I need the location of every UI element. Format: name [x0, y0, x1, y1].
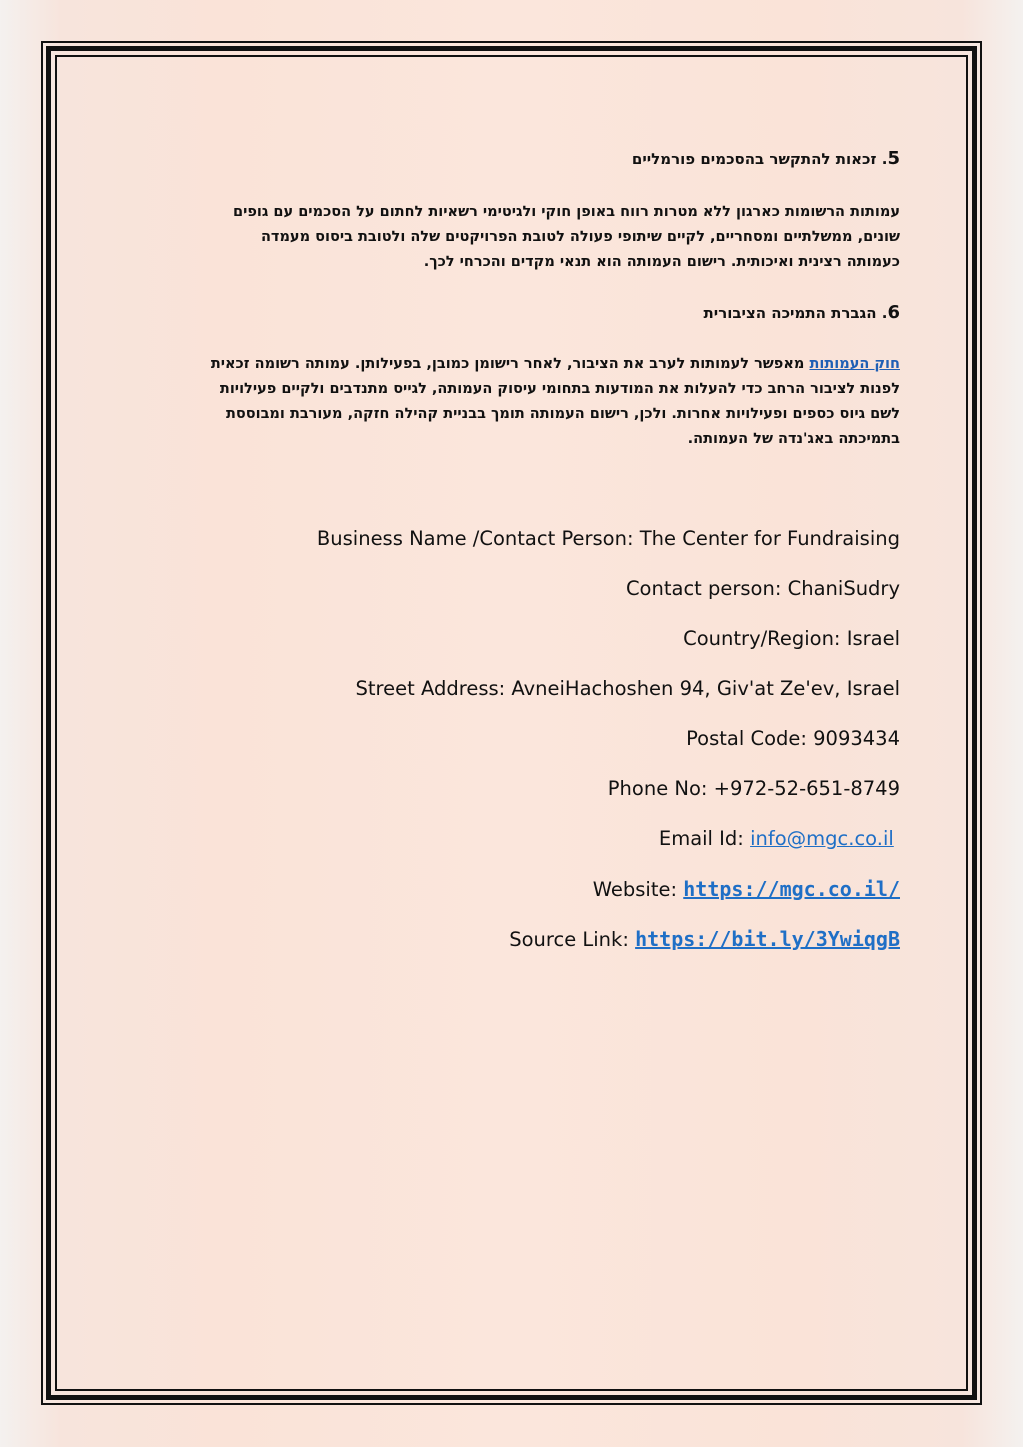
section-6 — [120, 300, 900, 326]
section-5-title: . זכאות להתקשר בהסכמים פורמליים — [631, 150, 888, 168]
paragraph-line: עמותות הרשומות כארגון ללא מטרות רווח באופן חוקי ולגיטימי רשאיות לחתום על הסכמים עם גופים — [233, 204, 900, 220]
section-6-heading — [120, 300, 900, 326]
source-label: Source Link: — [509, 928, 636, 951]
paragraph-line: לפנות לציבור הרחב כדי להעלות את המודעות בתחומי עיסוק העמותה, לגייס מתנדבים ולקיים פעילויות — [219, 381, 900, 397]
section-5-number: 5 — [887, 148, 900, 169]
contact-person: Contact person: ChaniSudry — [625, 577, 900, 600]
street-address: Street Address: AvneiHachoshen 94, Giv'at Ze'ev, Israel — [355, 677, 900, 700]
contact-block — [120, 524, 900, 974]
website-link[interactable]: https://mgc.co.il/ — [683, 877, 900, 901]
business-name: Business Name /Contact Person: The Center for Fundraising — [316, 527, 900, 550]
paragraph-line: לשם גיוס כספים ופעילויות אחרות. ולכן, רישום העמותה תומך בבניית קהילה חזקה, מעורבת ומבוססת — [225, 406, 900, 422]
country-region: Country/Region: Israel — [683, 627, 900, 650]
section-6-paragraph — [120, 352, 900, 452]
paragraph-line — [120, 352, 900, 377]
source-row — [120, 924, 900, 974]
website-row — [120, 874, 900, 924]
section-5-heading — [120, 146, 900, 172]
section-6-title: . הגברת התמיכה הציבורית — [703, 304, 888, 322]
paragraph-line: כעמותה רצינית ואיכותית. רישום העמותה הוא תנאי מקדים והכרחי לכך. — [423, 254, 900, 270]
email-link[interactable]: info@mgc.co.il — [750, 827, 894, 850]
email-row — [120, 824, 900, 874]
paragraph-line-rest: מאפשר לעמותות לערב את הציבור, לאחר רישומן כמובן, בפעילותן. עמותה רשומה זכאית — [210, 356, 810, 372]
source-link[interactable]: https://bit.ly/3YwiqgB — [635, 927, 900, 951]
section-5 — [120, 146, 900, 172]
section-6-number: 6 — [887, 302, 900, 323]
email-label: Email Id: — [658, 827, 751, 850]
paragraph-line: בתמיכתה באג'נדה של העמותה. — [687, 431, 900, 447]
postal-code: Postal Code: 9093434 — [686, 727, 900, 750]
website-label: Website: — [592, 878, 684, 901]
phone-number: Phone No: +972-52-651-8749 — [607, 777, 900, 800]
section-5-paragraph — [120, 200, 900, 275]
associations-law-link[interactable]: חוק העמותות — [809, 356, 900, 372]
paragraph-line: שונים, ממשלתיים ומסחריים, לקיים שיתופי פעולה לטובת הפרויקטים שלה ולטובת ביסוס מעמדה — [260, 229, 900, 245]
